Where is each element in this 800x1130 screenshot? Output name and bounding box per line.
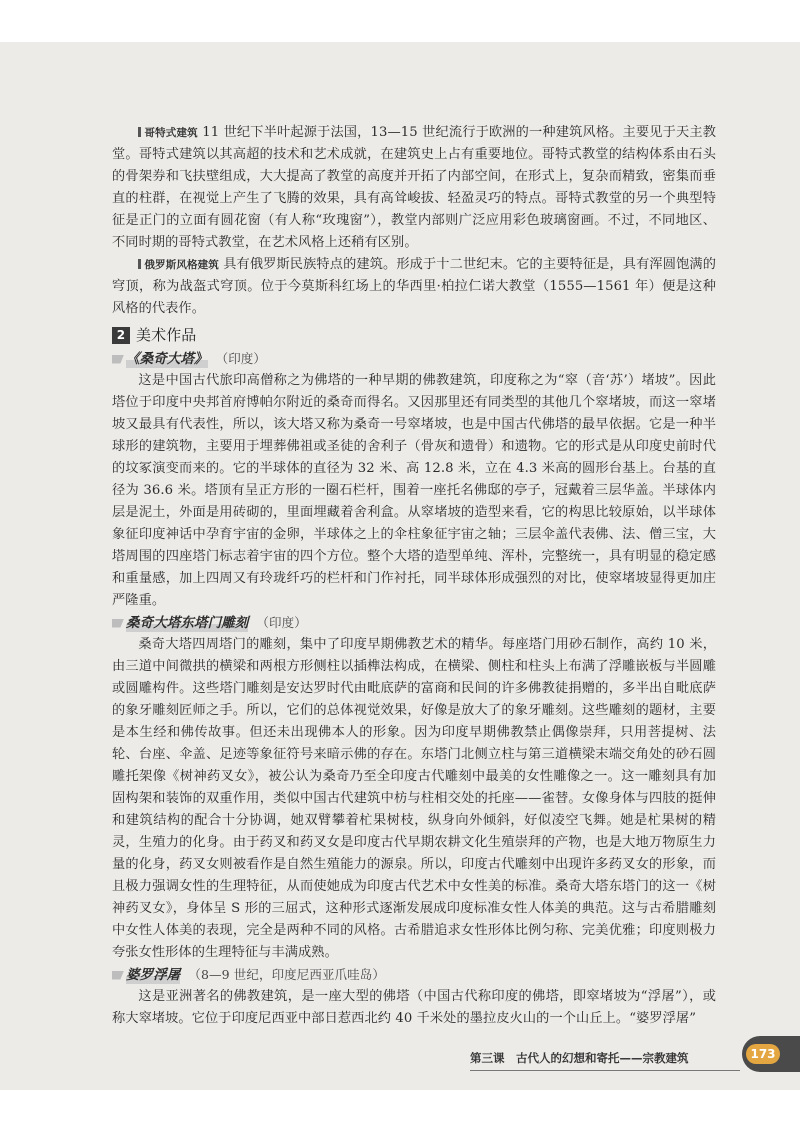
page-number: 173 <box>746 1044 780 1064</box>
borobudur-note: （8—9 世纪，印度尼西亚爪哇岛） <box>188 967 385 982</box>
heading-marker-icon <box>112 355 124 364</box>
gothic-term: 哥特式建筑 <box>138 127 197 139</box>
sanchi-title: 《桑奇大塔》 <box>126 348 208 370</box>
russian-paragraph <box>112 254 716 320</box>
gate-title: 桑奇大塔东塔门雕刻 <box>126 612 248 634</box>
borobudur-heading <box>112 964 716 986</box>
russian-term: 俄罗斯风格建筑 <box>138 259 218 271</box>
borobudur-paragraph: 这是亚洲著名的佛教建筑，是一座大型的佛塔（中国古代称印度的佛塔，即窣堵坡为“浮屠”），或称大窣堵坡。它位于印度尼西亚中部日惹西北约 40 千米处的墨拉皮火山的一个山丘上。“婆罗浮屠” <box>112 989 716 1026</box>
gate-heading <box>112 612 716 634</box>
section-title: 美术作品 <box>136 326 197 344</box>
heading-marker-icon <box>112 971 124 980</box>
heading-marker-icon <box>112 619 124 628</box>
section-number: 2 <box>112 327 130 344</box>
gate-note: （印度） <box>256 615 307 630</box>
footer-divider <box>470 1070 740 1071</box>
sanchi-note: （印度） <box>215 351 267 366</box>
sanchi-heading <box>112 348 716 370</box>
borobudur-title: 婆罗浮屠 <box>126 964 180 986</box>
gothic-paragraph <box>112 122 716 254</box>
russian-text: 具有俄罗斯民族特点的建筑。形成于十二世纪末。它的主要特征是，具有浑圆饱满的穹顶，称为战盔式穹顶。位于今莫斯科红场上的华西里·柏拉仁诺大教堂（1555—1561 年）便是这种风格的代表作。 <box>112 257 716 316</box>
body-text-top <box>112 122 716 1030</box>
section-heading <box>112 324 716 346</box>
gate-paragraph: 桑奇大塔四周塔门的雕刻，集中了印度早期佛教艺术的精华。每座塔门用砂石制作，高约 10 米，由三道中间微拱的横梁和两根方形侧柱以插榫法构成，在横梁、侧柱和柱头上布满了浮雕嵌板与半圆雕或圆雕构件。这些塔门雕刻是安达罗时代由毗底萨的富商和民间的许多佛教徒捐赠的，多半出自毗底萨的象牙雕刻匠师之手。所以，它们的总体视觉效果，好像是放大了的象牙雕刻。这些雕刻的题材，主要是本生经和佛传故事。但还未出现佛本人的形象。因为印度早期佛教禁止偶像崇拜，只用菩提树、法轮、台座、伞盖、足迹等象征符号来暗示佛的存在。东塔门北侧立柱与第三道横梁末端交角处的砂石圆雕托架像《树神药叉女》，被公认为桑奇乃至全印度古代雕刻中最美的女性雕像之一。这一雕刻具有加固构架和装饰的双重作用，类似中国古代建筑中枋与柱相交处的托座——雀替。女像身体与四肢的挺伸和建筑结构的配合十分协调，她双臂攀着杧果树枝，纵身向外倾斜，好似凌空飞舞。她是杧果树的精灵，生殖力的化身。由于药叉和药叉女是印度古代早期农耕文化生殖崇拜的产物，也是大地万物原生力量的化身，药叉女则被看作是自然生殖能力的源泉。所以，印度古代雕刻中出现许多药叉女的形象，而且极力强调女性的生理特征，从而使她成为印度古代艺术中女性美的标准。桑奇大塔东塔门的这一《树神药叉女》，身体呈 S 形的三屈式，这种形式逐渐发展成印度标准女性人体美的典范。这与古希腊雕刻中女性人体美的表现，完全是两种不同的风格。古希腊追求女性形体比例匀称、完美优雅；印度则极力夸张女性形体的生理特征与丰满成熟。 <box>112 637 716 960</box>
term-bullet-icon <box>138 259 141 269</box>
running-footer: 第三课 古代人的幻想和寄托——宗教建筑 <box>470 1051 689 1065</box>
term-bullet-icon <box>138 127 141 137</box>
sanchi-paragraph: 这是中国古代旅印高僧称之为佛塔的一种早期的佛教建筑，印度称之为“窣（音‘苏’）堵坡”。因此塔位于印度中央邦首府博帕尔附近的桑奇而得名。又因那里还有同类型的其他几个窣堵坡，而这一窣堵坡又最具有代表性，所以，该大塔又称为桑奇一号窣堵坡，也是中国古代佛塔的最早依据。它是一种半球形的建筑物，主要用于埋葬佛祖或圣徒的舍利子（骨灰和遗骨）和遗物。它的形式是从印度史前时代的坟冢演变而来的。它的半球体的直径为 32 米、高 12.8 米，立在 4.3 米高的圆形台基上。台基的直径为 36.6 米。塔顶有呈正方形的一圈石栏杆，围着一座托名佛邸的亭子，冠戴着三层华盖。半球体内层是泥土，外面是用砖砌的，里面埋藏着舍利盒。从窣堵坡的造型来看，它的构思比较原始，以半球体象征印度神话中孕育宇宙的金卵，半球体之上的伞柱象征宇宙之轴；三层伞盖代表佛、法、僧三宝，大塔周围的四座塔门标志着宇宙的四个方位。整个大塔的造型单纯、浑朴，完整统一，具有明显的稳定感和重量感，加上四周又有玲珑纤巧的栏杆和门作衬托，同半球体形成强烈的对比，使窣堵坡显得更加庄严隆重。 <box>112 373 716 608</box>
gothic-text: 11 世纪下半叶起源于法国，13—15 世纪流行于欧洲的一种建筑风格。主要见于天主教堂。哥特式建筑以其高超的技术和艺术成就，在建筑史上占有重要地位。哥特式教堂的结构体系由石头的骨架券和飞扶壁组成，大大提高了教堂的高度并开拓了内部空间，在形式上，复杂而精致，密集而垂直的柱群，在视觉上产生了飞腾的效果，具有高耸峻拔、轻盈灵巧的特点。哥特式教堂的另一个典型特征是正门的立面有圆花窗（有人称“玫瑰窗”），教堂内部则广泛应用彩色玻璃窗画。不过，不同地区、不同时期的哥特式教堂，在艺术风格上还稍有区别。 <box>112 125 717 250</box>
